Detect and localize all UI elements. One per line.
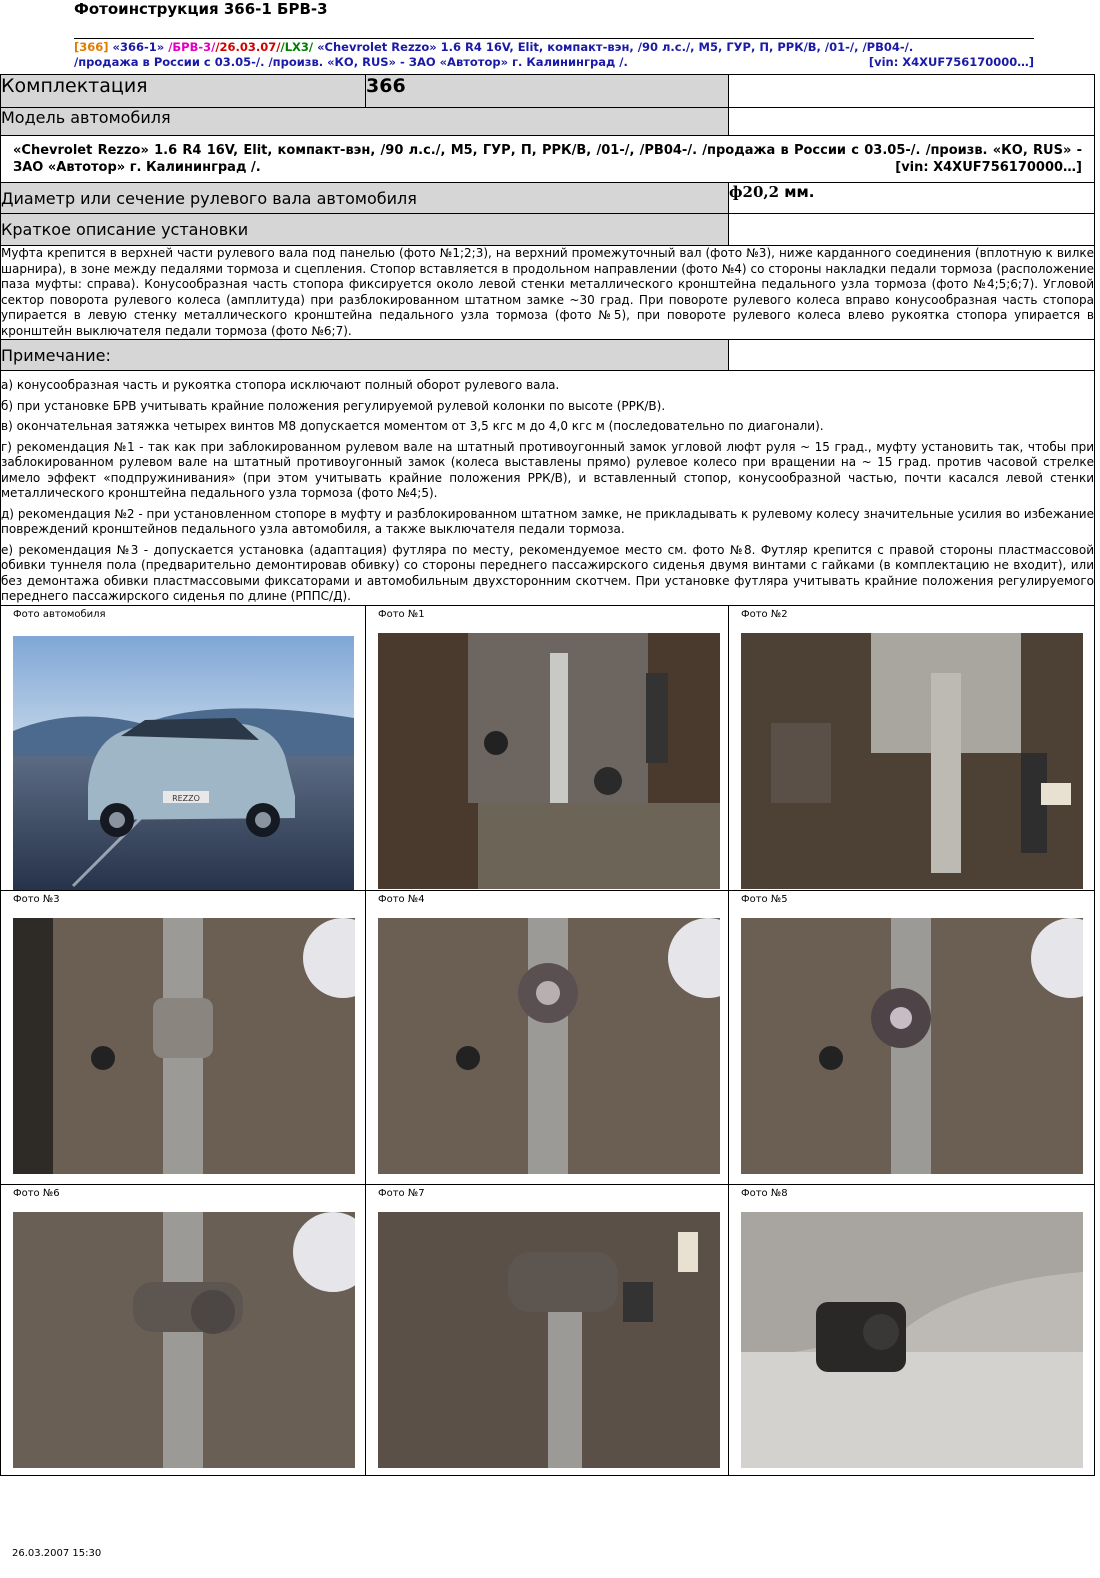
header-line2: /продажа в России с 03.05-/. /произв. «КО, RUS» - ЗАО «Автотор» г. Калининград /. [74,55,628,69]
note-c: в) окончательная затяжка четырех винтов М8 допускается моментом от 3,5 кгс м до 4,0 кгс м (последовательно по диагонали). [1,419,824,433]
photo-5 [741,918,1083,1174]
photo-1 [378,633,720,889]
photo-caption: Фото №7 [378,1187,425,1199]
diam-label: Диаметр или сечение рулевого вала автомобиля [1,183,729,214]
photo-cell-2 [729,605,1095,890]
car-photo [13,636,354,890]
note-b: б) при установке БРВ учитывать крайние положения регулируемой рулевой колонки по высоте (РРК/В). [1,398,666,413]
header-summary [74,40,1034,70]
photo-cell-car [1,605,366,890]
photo-cell-5 [729,890,1095,1184]
photo-cell-1 [366,605,729,890]
photo-caption: Фото №1 [378,608,425,620]
diam-unit: мм. [779,183,815,201]
photo-caption: Фото автомобиля [13,608,106,620]
desc-empty [729,214,1095,246]
note-label: Примечание: [1,340,729,371]
notes-cell [1,371,1095,606]
desc-label: Краткое описание установки [1,214,729,246]
header-code2: «366-1» [112,40,165,54]
note-e: д) рекомендация №2 - при установленном стопоре в муфту и разблокированном штатном замке, не прикладывать к рулевому колесу значительные усилия во избежание повреждений кронштейнов педального узла автомобиля, а также выключателя педали тормоза. [1,506,1094,536]
model-text-cell [1,136,1095,183]
photo-4 [378,918,720,1174]
photo-2 [741,633,1083,889]
photo-cell-6 [1,1184,366,1475]
header-brv: /БРВ-3/ [168,40,216,54]
car-plate-text: REZZO [172,793,200,803]
photo-cell-8 [729,1184,1095,1475]
photo-3 [13,918,355,1174]
photo-caption: Фото №2 [741,608,788,620]
photo-8 [741,1212,1083,1468]
komplekt-value: 366 [366,75,729,108]
diam-value: ф20,2 [729,183,780,201]
header-date: /26.03.07/ [215,40,281,54]
note-empty [729,340,1095,371]
model-vin: [vin: X4XUF756170000…] [895,160,1082,175]
photo-cell-3 [1,890,366,1184]
photo-caption: Фото №3 [13,893,60,905]
photo-caption: Фото №6 [13,1187,60,1199]
header-code: [366] [74,40,109,54]
photo-caption: Фото №8 [741,1187,788,1199]
header-line1: «Chevrolet Rezzo» 1.6 R4 16V, Elit, компакт-вэн, /90 л.с./, М5, ГУР, П, РРК/В, /01-/, /РВ04-/. [317,40,914,54]
header-divider [74,38,1034,39]
note-f: е) рекомендация №3 - допускается установка (адаптация) футляра по месту, рекомендуемое место см. фото №8. Футляр крепится с правой стороны пластмассовой обивки туннеля пола (предварительно демонтировав обивку) со стороны переднего пассажирского сиденья двумя винтами с гайками (в комплектацию не входит), или без демонтажа обивки пластмассовыми фиксаторами и автомобильным двухсторонним скотчем. При установке футляра учитывать крайние положения регулируемого переднего пассажирского сиденья по длине (РППС/Д). [1,542,1094,603]
footer-timestamp: 26.03.2007 15:30 [12,1548,102,1559]
diam-value-cell [729,183,1095,214]
model-empty [729,108,1095,136]
photo-caption: Фото №5 [741,893,788,905]
photo-cell-4 [366,890,729,1184]
header-lx: /LX3/ [280,40,314,54]
photo-caption: Фото №4 [378,893,425,905]
header-vin: [vin: X4XUF756170000…] [868,55,1034,69]
desc-text: Муфта крепится в верхней части рулевого вала под панелью (фото №1;2;3), на верхний промежуточный вал (фото №3), ниже карданного соединения (вплотную к вилке шарнира), в зоне между педалями тормоза и сцепления. Стопор вставляется в продольном направлении (фото №4) со стороны накладки педали тормоза (расположение паза муфты: справа). Конусообразная часть стопора фиксируется около левой стенки металлического кронштейна педального узла тормоза (фото №4;5;6;7). Угловой сектор поворота рулевого колеса (амплитуда) при разблокированном штатном замке ~30 град. При повороте рулевого колеса вправо конусообразная часть стопора упирается в левую стенку металлического кронштейна педального узла тормоза (фото №5), при повороте рулевого колеса влево рукоятка стопора упирается в кронштейн выключателя педали тормоза (фото №6;7). [1,246,1094,338]
spec-table [0,74,1095,1476]
model-label: Модель автомобиля [1,108,729,136]
photo-cell-7 [366,1184,729,1475]
komplekt-label: Комплектация [1,75,366,108]
komplekt-empty [729,75,1095,108]
note-d: г) рекомендация №1 - так как при заблокированном рулевом вале на штатный противоугонный замок угловой люфт руля ~ 15 град., муфту установить так, чтобы при заблокированном рулевом вале на штатный противоугонный замок (колеса выставлены прямо) рулевое колесо при вращении на ~ 15 град. против часовой стрелке имело эффект «подпружинивания» (при этом учитывать крайние положения РРК/В), и вставленный стопор, конусообразной частью, почти касался левой стенки металлического кронштейна педального узла тормоза (фото №4;5). [1,439,1094,500]
model-text: «Chevrolet Rezzo» 1.6 R4 16V, Elit, компакт-вэн, /90 л.с./, М5, ГУР, П, РРК/В, /01-/, /РВ04-/. /продажа в России с 03.05-/. /произв. «КО, RUS» - ЗАО «Автотор» г. Калининград /. [13,143,1082,175]
document-title: Фотоинструкция 366-1 БРВ-3 [74,0,328,18]
note-a: а) конусообразная часть и рукоятка стопора исключают полный оборот рулевого вала. [1,378,560,392]
photo-6 [13,1212,355,1468]
photo-7 [378,1212,720,1468]
